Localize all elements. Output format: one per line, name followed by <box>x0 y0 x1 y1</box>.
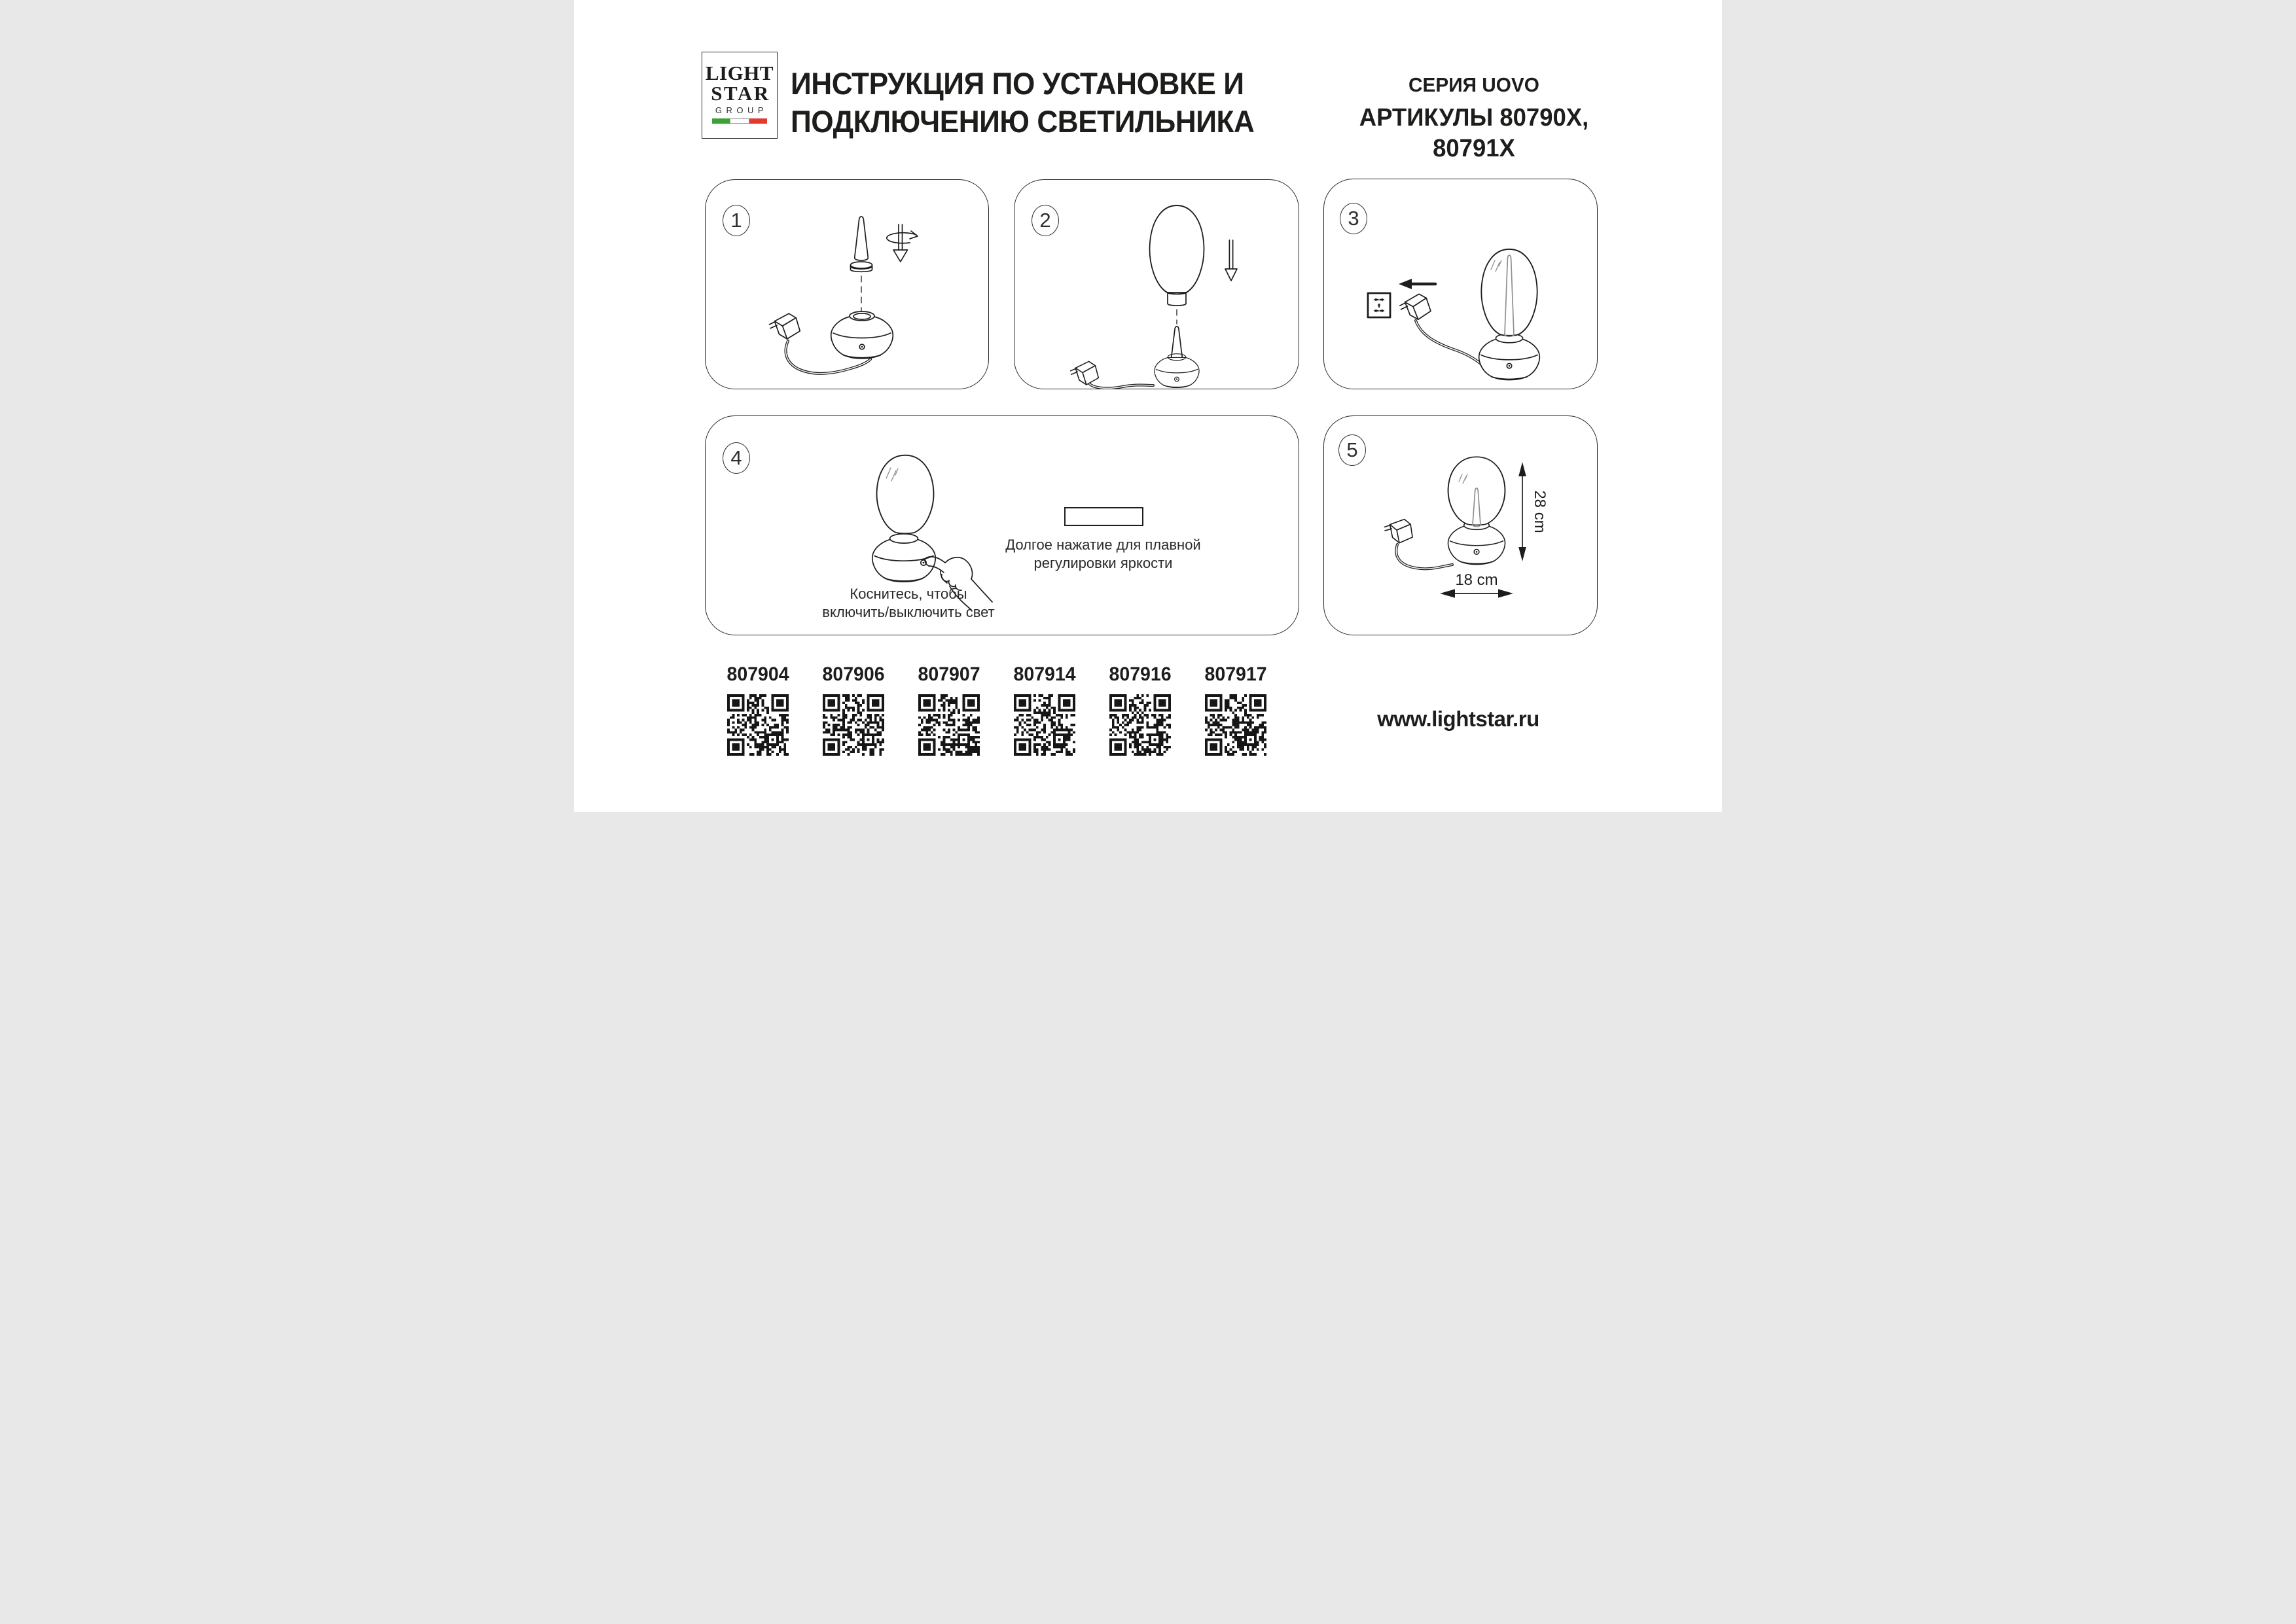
height-dimension-label: 28 cm <box>1531 490 1549 533</box>
step-number-badge: 3 <box>1340 203 1367 234</box>
step-panel-5 <box>1323 415 1598 635</box>
flag-red-segment <box>749 118 767 124</box>
article-number: 807914 <box>1013 663 1076 685</box>
article-number: 807906 <box>822 663 885 685</box>
power-adapter-icon <box>1398 292 1432 323</box>
power-adapter-icon <box>1069 360 1100 387</box>
article-number: 807904 <box>726 663 789 685</box>
article-number: 807907 <box>918 663 980 685</box>
article-number: 807917 <box>1204 663 1267 685</box>
article-qr-column <box>1188 663 1283 756</box>
qr-code <box>918 694 980 756</box>
step-3-illustration <box>1324 179 1597 389</box>
touch-instruction-line-2: включить/выключить свет <box>822 604 995 620</box>
step-number-badge: 1 <box>723 205 750 236</box>
long-press-instruction-line-2: регулировки яркости <box>1033 555 1173 571</box>
insert-down-arrow-icon <box>1225 240 1237 281</box>
power-adapter-icon <box>768 312 801 342</box>
articles-qr-row <box>710 663 1283 756</box>
long-press-instruction-line-1: Долгое нажатие для плавной <box>1005 537 1201 553</box>
logo-text-star: STAR <box>711 82 770 105</box>
qr-code <box>727 694 789 756</box>
italian-flag-stripe <box>712 118 767 124</box>
step-1-illustration <box>706 180 988 389</box>
glass-shade-drawing <box>1481 249 1537 336</box>
diffuser-spike-drawing <box>1172 327 1183 361</box>
height-dimension-arrow <box>1518 462 1526 561</box>
series-name: СЕРИЯ UOVO <box>1408 73 1539 96</box>
article-qr-column <box>710 663 806 756</box>
power-cable-line <box>1416 321 1485 368</box>
diffuser-spike-drawing <box>855 217 868 260</box>
qr-code <box>1014 694 1075 756</box>
website-url: www.lightstar.ru <box>1377 707 1539 731</box>
lightstar-logo <box>702 52 778 139</box>
step-panel-1 <box>705 179 989 389</box>
flag-green-segment <box>712 118 730 124</box>
article-qr-column <box>997 663 1092 756</box>
title-line-2: ПОДКЛЮЧЕНИЮ СВЕТИЛЬНИКА <box>791 104 1255 139</box>
width-dimension-label: 18 cm <box>1455 571 1498 589</box>
qr-code <box>823 694 884 756</box>
step-panel-3 <box>1323 179 1598 389</box>
step-2-illustration <box>1014 180 1299 389</box>
title-line-1: ИНСТРУКЦИЯ ПО УСТАНОВКЕ И <box>791 66 1244 101</box>
touch-instruction-line-1: Коснитесь, чтобы <box>850 586 967 602</box>
step-number-badge: 2 <box>1031 205 1059 236</box>
width-dimension-arrow <box>1440 589 1513 597</box>
article-number: 807916 <box>1109 663 1172 685</box>
articles-heading-line-2: 80791X <box>1433 135 1515 162</box>
lamp-base-drawing <box>1448 521 1505 564</box>
lamp-base-drawing <box>1479 334 1540 380</box>
glass-shade-drawing <box>1150 205 1204 294</box>
qr-code <box>1205 694 1266 756</box>
instruction-leaflet <box>574 0 1722 812</box>
step-panel-4 <box>705 415 1299 635</box>
step-number-badge: 4 <box>723 442 750 474</box>
long-press-instruction <box>1003 536 1203 573</box>
power-cable-line <box>1396 544 1452 569</box>
lamp-base-drawing <box>831 311 893 359</box>
article-qr-column <box>901 663 997 756</box>
wall-socket-icon <box>1368 293 1390 317</box>
articles-heading-line-1: АРТИКУЛЫ 80790X, <box>1359 104 1589 132</box>
unplug-left-arrow-icon <box>1399 279 1435 289</box>
power-adapter-icon <box>1384 519 1412 544</box>
step-number-badge: 5 <box>1338 434 1366 466</box>
glass-shade-drawing <box>1448 457 1505 525</box>
threaded-ring-drawing <box>851 262 872 272</box>
page-title <box>791 65 1254 141</box>
screw-down-arrow-icon <box>887 224 918 262</box>
article-qr-column <box>806 663 901 756</box>
series-and-articles <box>1326 73 1621 164</box>
lamp-base-drawing <box>1155 354 1199 388</box>
glass-shade-drawing <box>877 455 934 534</box>
logo-text-group: GROUP <box>715 105 768 115</box>
step-panel-2 <box>1014 179 1299 389</box>
article-qr-column <box>1092 663 1188 756</box>
touch-instruction <box>810 585 1007 622</box>
qr-code <box>1109 694 1171 756</box>
step-5-illustration <box>1324 416 1597 635</box>
flag-white-segment <box>730 118 749 124</box>
long-press-button-shape <box>1064 507 1143 526</box>
logo-text-light: LIGHT <box>705 62 774 84</box>
